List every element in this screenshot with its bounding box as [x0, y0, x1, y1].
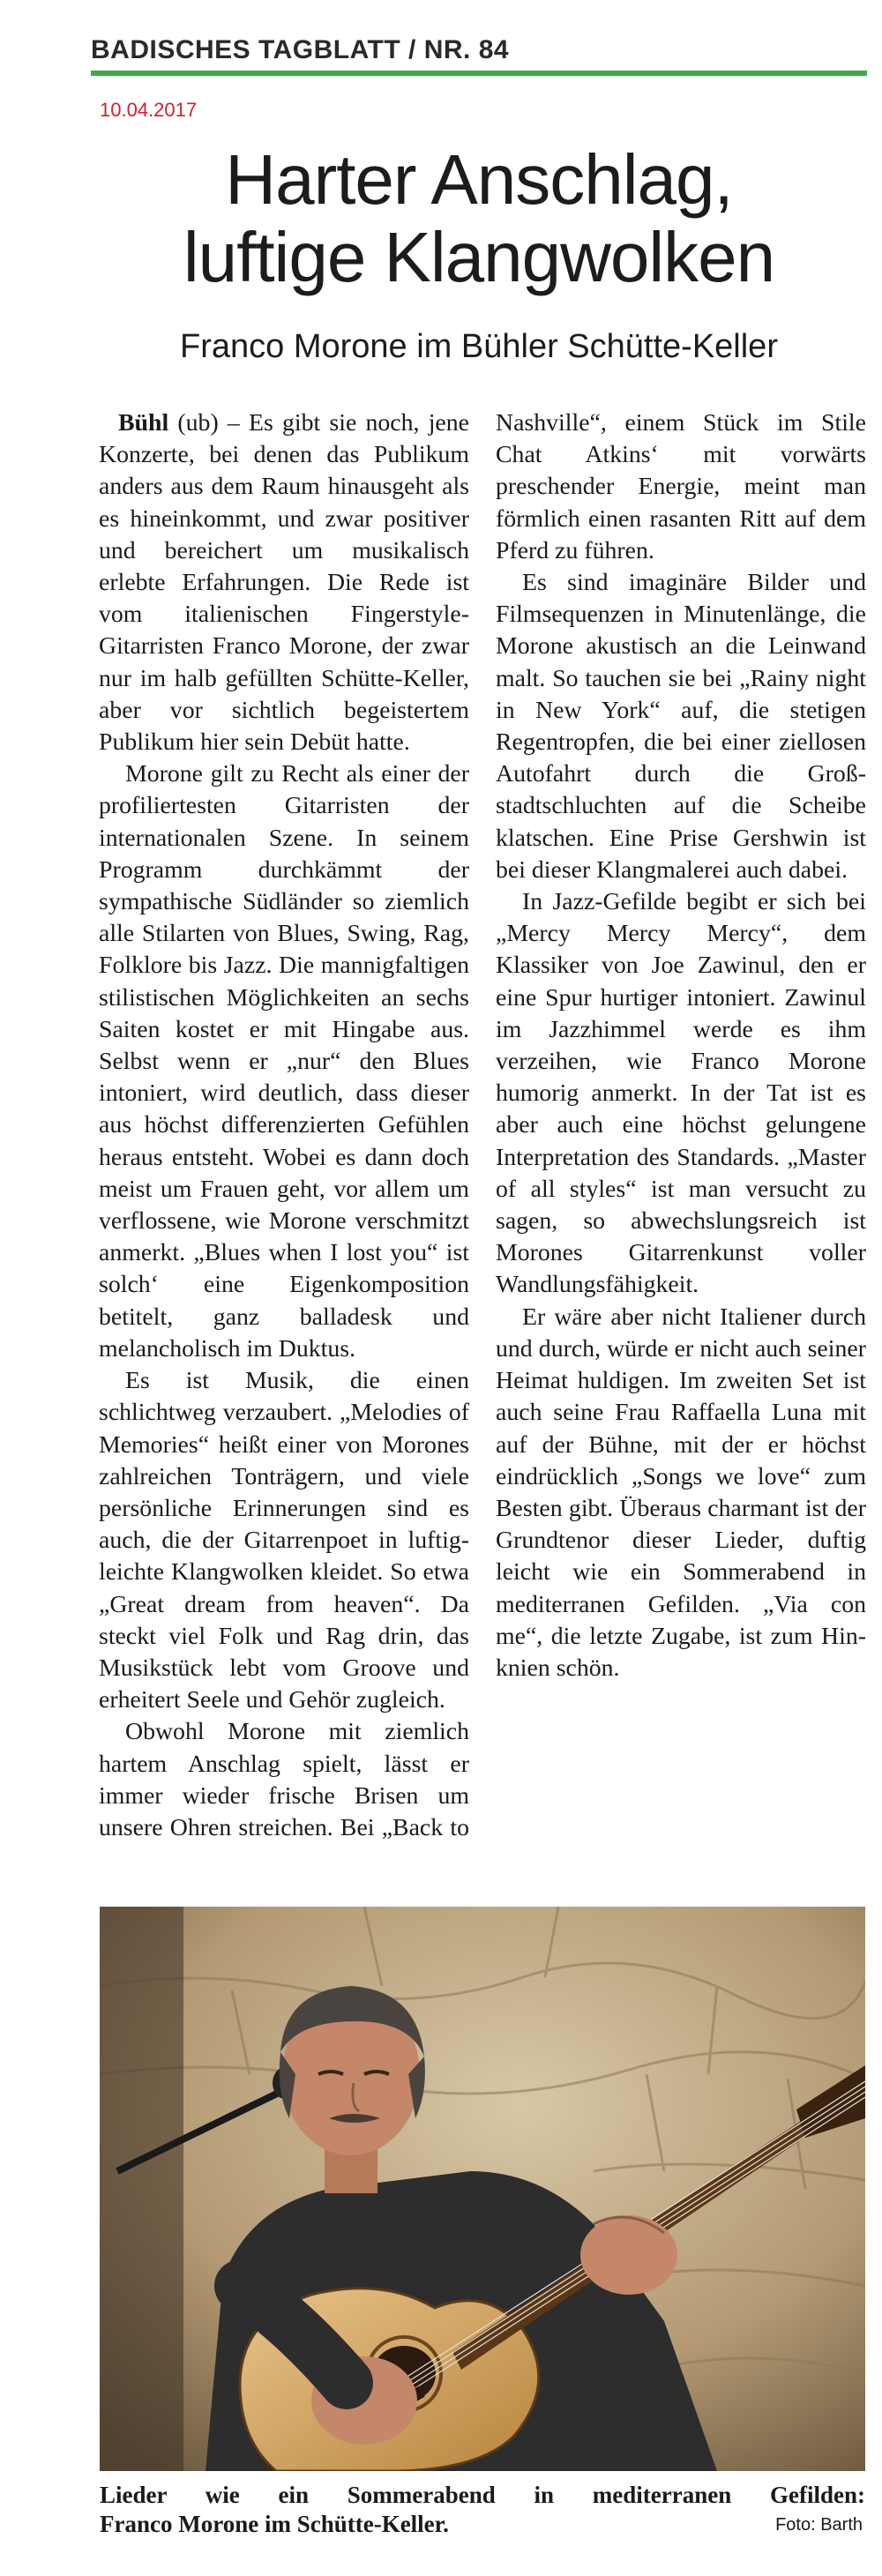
article-paragraph: Er wäre aber nicht Italiener durch und durch, würde er nicht auch seiner Heimat huldigen. Im zweiten Set ist auch seine Frau Raffaella Luna mit auf der Bühne, mit der er höchst eindrücklich „Songs we love“ zum Besten gibt. Überaus charmant ist der Grundtenor dieser Lieder, duftig leicht wie ein Sommerabend in mediterranen Gefilden. „Via con me“, die letzte Zugabe, ist zum Hinknien schön. [496, 1303, 866, 1682]
article-paragraph: Morone gilt zu Recht als einer der profiliertesten Gitarristen der internationalen Szene. In seinem Programm durchkämmt der sympathische Südländer so ziemlich alle Stilarten von Blues, Swing, Rag, Folklore bis Jazz. Die mannigfaltigen stilistischen Möglichkeiten an sechs Saiten kostet er mit Hingabe aus. Selbst wenn er „nur“ den Blues intoniert, wird deutlich, dass dieser aus höchst differenzierten Gefühlen heraus entsteht. Wobei es dann doch meist um Frauen geht, vor allem um verflossene, wie Morone verschmitzt anmerkt. „Blues when I lost you“ ist solch‘ eine Eigenkomposition betitelt, ganz balladesk und melancholisch im Duktus. [99, 760, 469, 1363]
concert-photo [100, 1907, 865, 2471]
masthead: BADISCHES TAGBLATT / NR. 84 [91, 35, 510, 64]
masthead-rule [91, 71, 867, 76]
publication-date: 10.04.2017 [100, 99, 198, 121]
headline [91, 141, 867, 296]
dateline: Bühl [118, 409, 169, 437]
article-paragraph: Es ist Musik, die einen schlichtweg verzaubert. „Melodies of Memories“ heißt einer von Morones zahlreichen Tonträgern, und viele persönliche Erinnerungen sind es auch, die der Gitarrenpoet in luftig-leichte Klangwolken kleidet. So etwa „Great dream from heaven“. Da steckt viel Folk und Rag drin, das Musikstück lebt vom Groove und erheitert Seele und Gehör zugleich. [99, 1367, 469, 1714]
article-paragraph: Obwohl Morone mit ziemlich hartem Anschlag spielt, lässt er immer wieder frische Brisen um unsere Ohren streichen. Bei „Back to Nashville“, einem Stück im Stile Chat Atkins‘ mit vorwärts preschender Energie, meint man förmlich einen rasanten Ritt auf dem Pferd zu führen. [99, 409, 866, 1841]
caption-line-2: Franco Morone im Schütte-Keller. [100, 2511, 449, 2537]
caption-line-1: Lieder wie ein Sommerabend in mediterranen Gefilden: [100, 2482, 865, 2508]
article-paragraph: Bühl (ub) – Es gibt sie noch, jene Konzerte, bei denen das Publikum anders aus dem Raum hinausgeht als es hineinkommt, und zwar positiver und bereichert um musikalisch erlebte Erfahrungen. Die Rede ist vom italienischen Fingerstyle-Gitarristen Franco Morone, der zwar nur im halb gefüllten Schütte-Keller, aber vor sichtlich begeistertem Publikum hier sein Debüt hatte. [99, 409, 469, 757]
article-paragraph: Es sind imaginäre Bilder und Filmsequenzen in Minutenlänge, die Morone akustisch an die Leinwand malt. So tauchen sie bei „Rainy night in New York“ auf, die stetigen Regentropfen, die bei einer ziellosen Autofahrt durch die Großstadtschluchten auf die Scheibe klatschen. Eine Prise Gershwin ist bei dieser Klangmalerei auch dabei. [496, 569, 866, 884]
photo-credit: Foto: Barth [775, 2515, 863, 2535]
article-paragraph: In Jazz-Gefilde begibt er sich bei „Mercy Mercy Mercy“, dem Klassiker von Joe Zawinul, den er eine Spur hurtiger intoniert. Zawinul im Jazzhimmel werde es ihm verzeihen, wie Franco Morone humorig anmerkt. In der Tat ist es aber auch eine höchst gelungene Interpretation des Standards. „Master of all styles“ ist man versucht zu sagen, so abwechslungsreich ist Morones Gitarrenkunst voller Wandlungsfähigkeit. [496, 888, 866, 1299]
subheadline: Franco Morone im Bühler Schütte-Keller [180, 328, 778, 365]
article-body [99, 407, 866, 1863]
headline-line-1: Harter Anschlag, [225, 140, 733, 219]
photo-caption [100, 2481, 865, 2539]
headline-line-2: luftige Klangwolken [183, 218, 775, 296]
